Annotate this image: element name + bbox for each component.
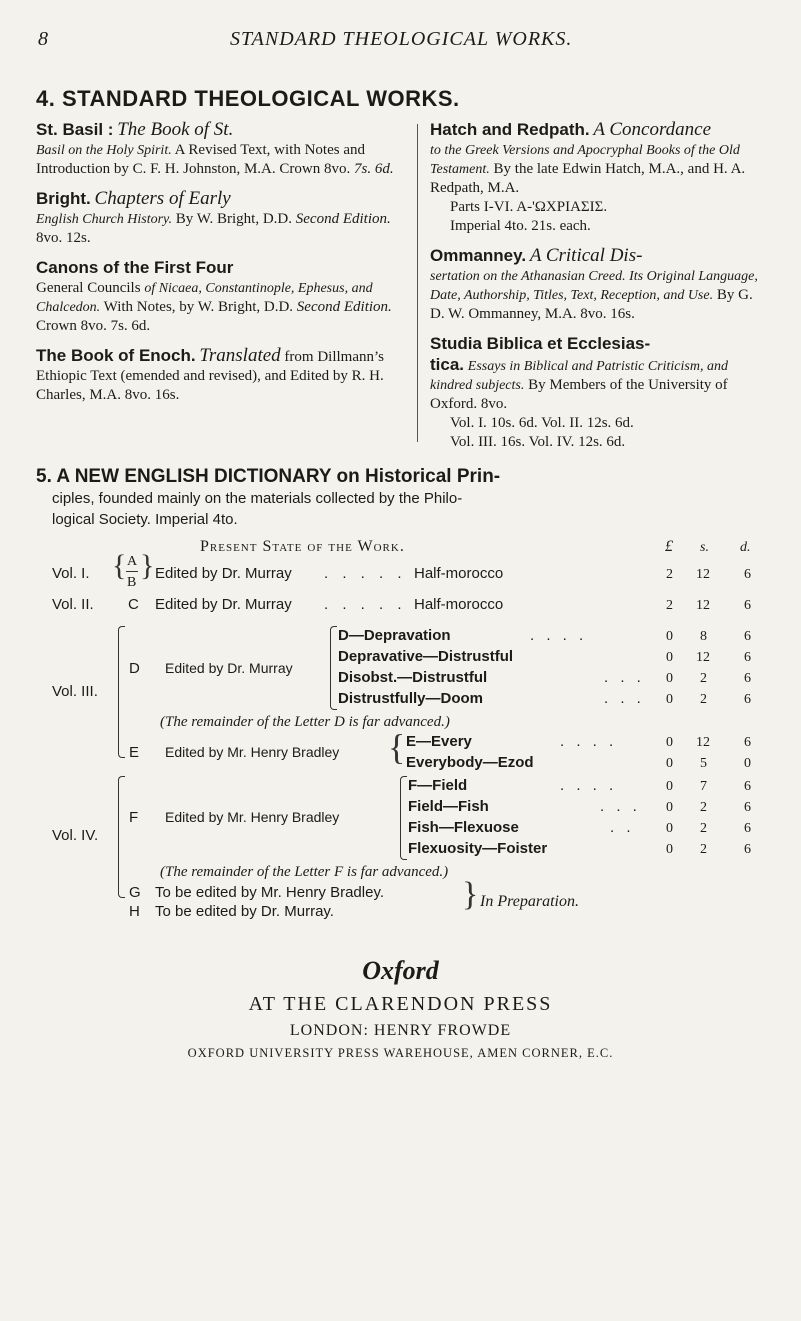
entry-title: A Critical Dis- bbox=[529, 245, 643, 266]
vol-1-label: Vol. I. bbox=[52, 565, 90, 582]
vol-3-bracket bbox=[118, 626, 125, 758]
vol-3-e-letter: E bbox=[129, 744, 140, 761]
part-s: 12 bbox=[696, 735, 710, 750]
part-l: 0 bbox=[666, 779, 673, 794]
imprint-warehouse: OXFORD UNIVERSITY PRESS WAREHOUSE, AMEN CORNER, E.C. bbox=[187, 1046, 614, 1060]
part-s: 12 bbox=[696, 650, 710, 665]
part-s: 2 bbox=[700, 671, 707, 686]
vol-2-editor: Edited by Dr. Murray bbox=[155, 596, 292, 613]
part-l: 0 bbox=[666, 629, 673, 644]
section-5-title: 5. A NEW ENGLISH DICTIONARY on Historical Prin- bbox=[36, 466, 501, 487]
part-l: 0 bbox=[666, 842, 673, 857]
vol-1-letter-b: B bbox=[127, 575, 137, 590]
part-l: 0 bbox=[666, 692, 673, 707]
vol-4-bracket bbox=[118, 776, 125, 898]
part-name: Everybody—Ezod bbox=[406, 754, 534, 771]
entry-price: 7s. 6d. bbox=[353, 161, 394, 177]
entry-title: Chapters of Early bbox=[94, 188, 231, 209]
vol-3-label: Vol. III. bbox=[52, 683, 98, 700]
vol-2-letter: C bbox=[128, 596, 139, 613]
entry-body: A Revised Text, with Notes and Introduction by C. F. H. Johnston, M.A. Crown 8vo. bbox=[36, 142, 365, 177]
entry-edition: Second Edition. bbox=[295, 211, 391, 227]
entry-head: Studia Biblica et Ecclesias- bbox=[430, 334, 651, 353]
entry-desc: of Nicaea, Constantinople, Ephesus, and Chalcedon. bbox=[36, 281, 373, 315]
part-name: Depravative—Distrustful bbox=[338, 648, 514, 665]
section-4-title: 4. STANDARD THEOLOGICAL WORKS. bbox=[36, 86, 460, 111]
entry-enoch bbox=[36, 346, 406, 405]
vol-4-g-letter: G bbox=[129, 884, 141, 901]
vol-1-letter-a: A bbox=[127, 554, 138, 569]
leader-dots: . . . bbox=[604, 690, 645, 707]
part-l: 0 bbox=[666, 800, 673, 815]
vol-4-f-letter: F bbox=[129, 809, 139, 826]
imprint-london: LONDON: HENRY FROWDE bbox=[289, 1022, 512, 1039]
part-d: 6 bbox=[744, 842, 751, 857]
entry-body: By W. Bright, D.D. bbox=[175, 211, 293, 227]
vol-1-d: 6 bbox=[744, 567, 751, 582]
entry-desc: to the Greek Versions and Apocryphal Books of the Old Testament. bbox=[430, 143, 740, 177]
part-name: E—Every bbox=[406, 733, 472, 750]
vol-4-f-bracket bbox=[400, 776, 407, 860]
brace: } bbox=[462, 876, 479, 913]
part-l: 0 bbox=[666, 671, 673, 686]
section-4-right-column bbox=[430, 120, 770, 462]
vol-3-e-editor: Edited by Mr. Henry Bradley bbox=[165, 744, 340, 760]
entry-studia bbox=[430, 334, 770, 452]
entry-desc: Essays in Biblical and Patristic Criticism, and kindred subjects. bbox=[430, 359, 728, 393]
part-s: 5 bbox=[700, 756, 707, 771]
entry-body: By G. D. W. Ommanney, M.A. 8vo. 16s. bbox=[430, 287, 753, 322]
leader-dots: . . . . . bbox=[324, 565, 407, 582]
vol-4-remainder-note: (The remainder of the Letter F is far advanced.) bbox=[160, 864, 449, 880]
currency-pence: d. bbox=[740, 540, 751, 555]
entry-price: Imperial 4to. 21s. each. bbox=[450, 218, 591, 234]
entry-desc: Basil on the Holy Spirit. bbox=[36, 143, 172, 158]
entry-vol2: Vol. II. 12s. 6d. bbox=[541, 415, 634, 431]
vol-2-d: 6 bbox=[744, 598, 751, 613]
vol-2-label: Vol. II. bbox=[52, 596, 94, 613]
entry-head: The Book of Enoch. bbox=[36, 346, 196, 365]
part-name: F—Field bbox=[408, 777, 468, 794]
part-l: 0 bbox=[666, 735, 673, 750]
part-d: 6 bbox=[744, 692, 751, 707]
vol-1-s: 12 bbox=[696, 567, 710, 582]
entry-head: St. Basil : bbox=[36, 120, 114, 139]
part-s: 2 bbox=[700, 800, 707, 815]
section-5-line2: ciples, founded mainly on the materials collected by the Philo- bbox=[52, 490, 463, 507]
entry-hatch bbox=[430, 120, 770, 236]
imprint-oxford-logo: Oxford bbox=[362, 956, 439, 985]
vol-3-d-bracket bbox=[330, 626, 337, 710]
entry-line2: tica. bbox=[430, 355, 465, 374]
entry-vol3: Vol. III. 16s. bbox=[450, 434, 526, 450]
part-d: 6 bbox=[744, 821, 751, 836]
entry-vol1: Vol. I. 10s. 6d. bbox=[450, 415, 538, 431]
vol-2-binding: Half-morocco bbox=[414, 596, 504, 613]
column-divider bbox=[417, 124, 418, 442]
brace: { bbox=[388, 727, 406, 767]
part-d: 6 bbox=[744, 671, 751, 686]
section-4-left-column bbox=[36, 120, 406, 415]
entry-edition: Second Edition. bbox=[296, 299, 392, 315]
fraction-rule bbox=[126, 571, 138, 572]
leader-dots: . . . . bbox=[530, 627, 588, 644]
brace-right: } bbox=[140, 549, 155, 582]
running-title: STANDARD THEOLOGICAL WORKS. bbox=[230, 28, 573, 50]
leader-dots: . . . bbox=[604, 669, 645, 686]
entry-title: Translated bbox=[199, 345, 281, 366]
entry-body: from Dillmann’s Ethiopic Text (emended and revised), and Edited by R. H. Charles, M.A. 8vo. 16s. bbox=[36, 349, 384, 403]
section-5-line3: logical Society. Imperial 4to. bbox=[52, 511, 238, 528]
entry-title: A Concordance bbox=[593, 119, 712, 140]
entry-desc: sertation on the Athanasian Creed. Its Original Language, Date, Authorship, Titles, Text, Reception, and Use. bbox=[430, 269, 758, 303]
present-state-heading: Present State of the Work. bbox=[200, 538, 405, 555]
vol-4-h-letter: H bbox=[129, 903, 140, 920]
vol-4-f-editor: Edited by Mr. Henry Bradley bbox=[165, 809, 340, 825]
brace-left: { bbox=[112, 549, 127, 582]
entry-body: By Members of the University of Oxford. 8vo. bbox=[430, 377, 728, 412]
part-d: 6 bbox=[744, 629, 751, 644]
vol-3-d-letter: D bbox=[129, 660, 140, 677]
entry-canons bbox=[36, 258, 406, 336]
leader-dots: . . . bbox=[600, 798, 641, 815]
entry-bright bbox=[36, 189, 406, 248]
entry-title: The Book of St. bbox=[117, 119, 234, 140]
currency-shillings: s. bbox=[700, 540, 709, 555]
entry-head: Hatch and Redpath. bbox=[430, 120, 590, 139]
entry-head: Canons of the First Four bbox=[36, 258, 234, 277]
vol-4-g-text: To be edited by Mr. Henry Bradley. bbox=[155, 884, 384, 901]
vol-1-editor: Edited by Dr. Murray bbox=[155, 565, 292, 582]
leader-dots: . . . . . bbox=[324, 596, 407, 613]
vol-2-l: 2 bbox=[666, 598, 673, 613]
vol-3-d-editor: Edited by Dr. Murray bbox=[165, 660, 293, 676]
part-s: 2 bbox=[700, 842, 707, 857]
part-s: 2 bbox=[700, 821, 707, 836]
part-name: Disobst.—Distrustful bbox=[338, 669, 488, 686]
entry-body: With Notes, by W. Bright, D.D. bbox=[103, 299, 294, 315]
entry-price: 8vo. 12s. bbox=[36, 230, 91, 246]
currency-pounds: £ bbox=[665, 538, 673, 555]
part-name: D—Depravation bbox=[338, 627, 451, 644]
vol-4-h-text: To be edited by Dr. Murray. bbox=[155, 903, 334, 920]
entry-price: Crown 8vo. 7s. 6d. bbox=[36, 318, 151, 334]
part-d: 6 bbox=[744, 800, 751, 815]
entry-head: Bright. bbox=[36, 189, 91, 208]
part-s: 7 bbox=[700, 779, 707, 794]
part-name: Fish—Flexuose bbox=[408, 819, 519, 836]
vol-1-l: 2 bbox=[666, 567, 673, 582]
in-preparation-note: In Preparation. bbox=[480, 893, 579, 910]
entry-basil bbox=[36, 120, 406, 179]
imprint-press: AT THE CLARENDON PRESS bbox=[248, 993, 553, 1015]
entry-desc: English Church History. bbox=[36, 212, 172, 227]
entry-body: By the late Edwin Hatch, M.A., and H. A. Redpath, M.A. bbox=[430, 161, 746, 196]
leader-dots: . . . . bbox=[560, 733, 618, 750]
entry-vol4: Vol. IV. 12s. 6d. bbox=[528, 434, 626, 450]
part-s: 8 bbox=[700, 629, 707, 644]
part-d: 6 bbox=[744, 650, 751, 665]
part-s: 2 bbox=[700, 692, 707, 707]
vol-4-label: Vol. IV. bbox=[52, 827, 99, 844]
part-d: 6 bbox=[744, 779, 751, 794]
part-l: 0 bbox=[666, 821, 673, 836]
entry-parts: Parts I-VI. A-'ΩΧΡΙΑΣΙΣ. bbox=[450, 199, 608, 215]
vol-1-binding: Half-morocco bbox=[414, 565, 504, 582]
entry-head: Ommanney. bbox=[430, 246, 527, 265]
part-d: 0 bbox=[744, 756, 751, 771]
leader-dots: . . bbox=[610, 819, 635, 836]
part-l: 0 bbox=[666, 756, 673, 771]
part-l: 0 bbox=[666, 650, 673, 665]
entry-ommanney bbox=[430, 246, 770, 324]
part-name: Field—Fish bbox=[408, 798, 489, 815]
page-number: 8 bbox=[38, 28, 49, 50]
vol-2-s: 12 bbox=[696, 598, 710, 613]
entry-line2: General Councils bbox=[36, 280, 141, 296]
part-d: 6 bbox=[744, 735, 751, 750]
part-name: Flexuosity—Foister bbox=[408, 840, 548, 857]
vol-3-remainder-note: (The remainder of the Letter D is far advanced.) bbox=[160, 714, 450, 730]
leader-dots: . . . . bbox=[560, 777, 618, 794]
part-name: Distrustfully—Doom bbox=[338, 690, 484, 707]
